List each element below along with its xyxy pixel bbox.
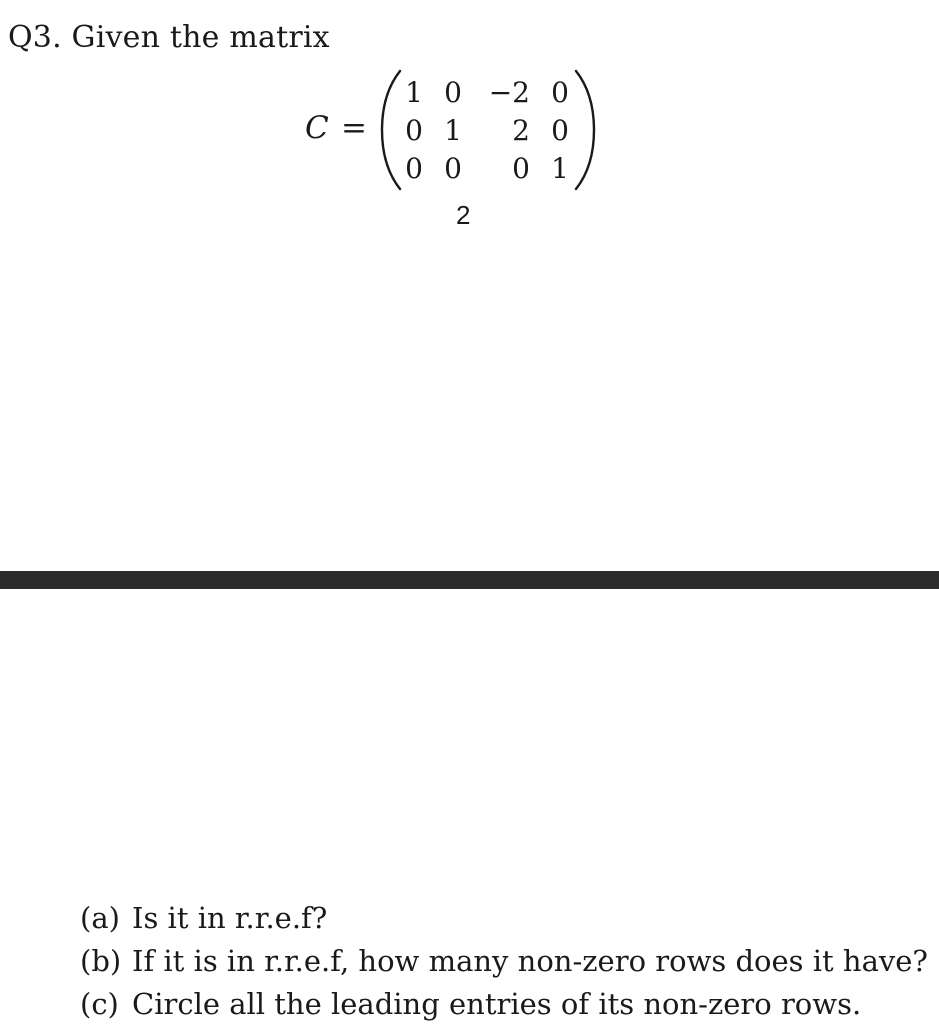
page-number: 2 (456, 200, 471, 230)
right-parenthesis (573, 68, 597, 192)
matrix-cell: 2 (512, 114, 530, 147)
part-marker: (c) (80, 987, 119, 1021)
matrix-grid (397, 72, 575, 186)
page-divider (0, 571, 939, 589)
matrix-label: C (305, 110, 329, 146)
question-part-c (80, 983, 930, 1026)
question-parts-list (80, 897, 930, 1026)
question-part-a (80, 897, 930, 940)
matrix-cell: 1 (551, 152, 569, 185)
part-text: If it is in r.r.e.f, how many non-zero rows does it have? (132, 944, 928, 978)
matrix-cell: 0 (512, 152, 530, 185)
matrix-cell: 1 (405, 76, 423, 109)
matrix-equation (305, 68, 605, 192)
part-marker: (b) (80, 944, 122, 978)
matrix-cell: 0 (551, 114, 569, 147)
matrix-cell: −2 (488, 76, 530, 109)
part-marker: (a) (80, 901, 120, 935)
equals-sign: = (341, 110, 367, 146)
matrix-cell: 0 (405, 152, 423, 185)
matrix-cell: 0 (405, 114, 423, 147)
matrix-cell: 1 (444, 114, 462, 147)
matrix-cell: 0 (551, 76, 569, 109)
part-text: Circle all the leading entries of its non-zero rows. (132, 987, 862, 1021)
matrix-cell: 0 (444, 152, 462, 185)
part-text: Is it in r.r.e.f? (132, 901, 328, 935)
question-title: Q3. Given the matrix (8, 20, 330, 55)
matrix-cell: 0 (444, 76, 462, 109)
question-part-b (80, 940, 930, 983)
